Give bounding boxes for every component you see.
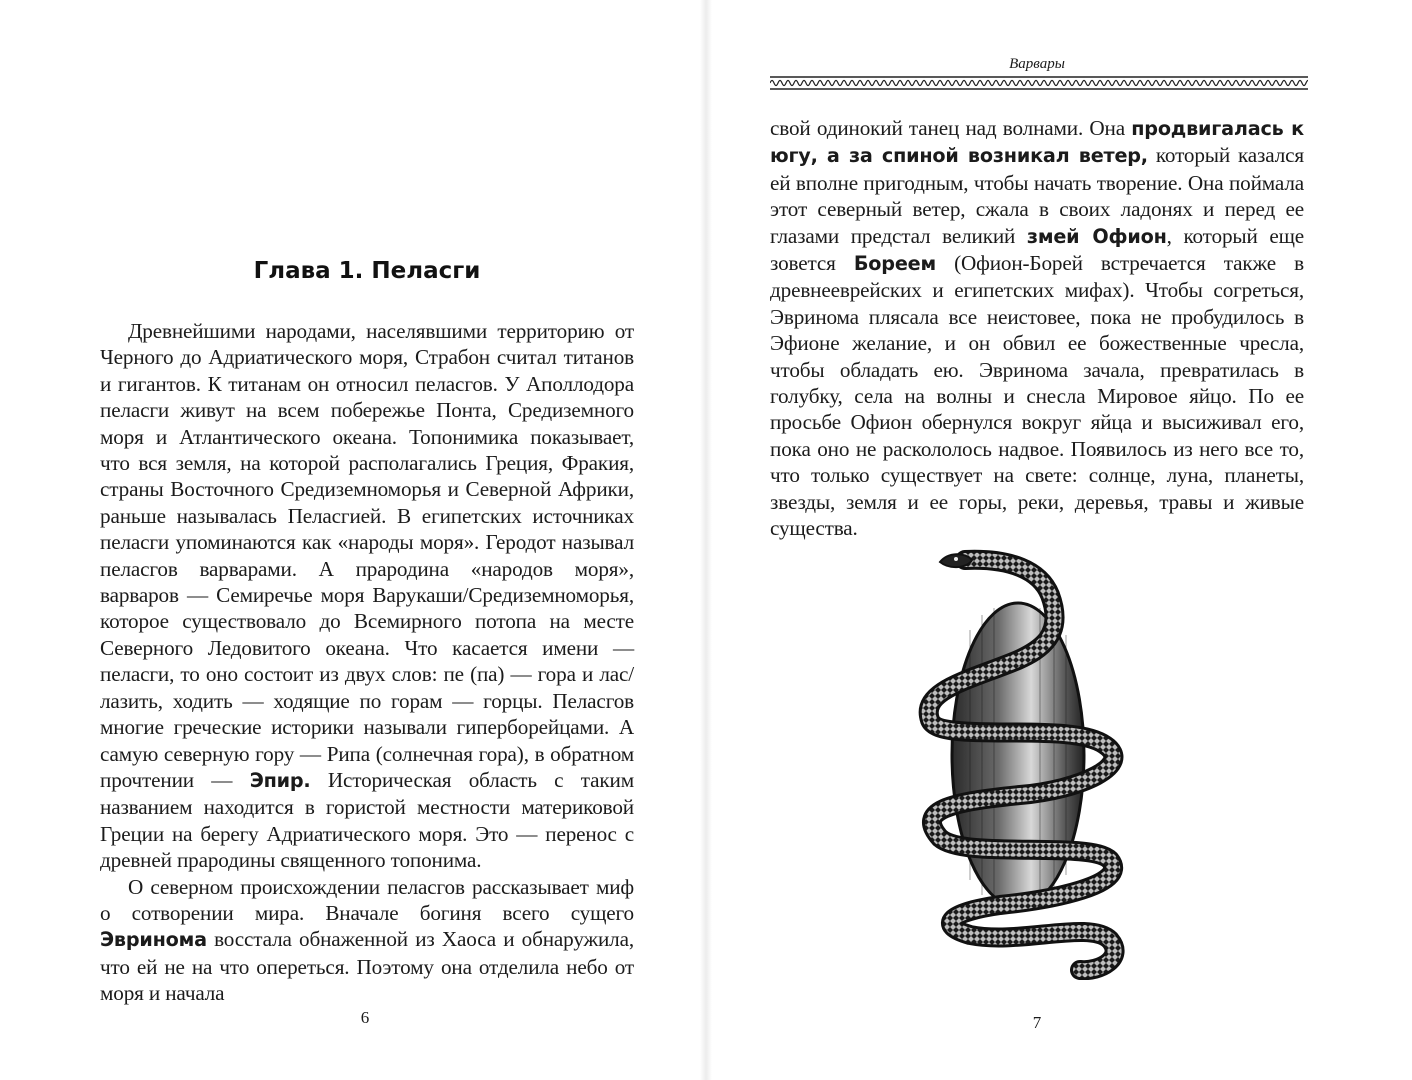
egg [952,603,1084,907]
serpent-egg-illustration [890,540,1190,980]
right-body-text [770,115,1304,542]
paragraph-eurynome: О северном происхождении пеласгов рассказывает миф о сотворении мира. Вначале богиня всего сущего Эвринома восстала обнаженной из Хаоса и обнаружила, что ей не на что опереться. Поэтому она отделила небо от моря и начала [100,874,634,1006]
bold-term-ophion: змей Офион [1026,224,1167,248]
bold-term-boreas: Бореем [853,252,936,276]
page-number-right: 7 [1032,1013,1042,1032]
page-number-left: 6 [360,1008,370,1027]
ornamental-rule [770,74,1308,92]
chapter-title: Глава 1. Пеласги [253,258,481,284]
paragraph-ophion: свой одинокий танец над волнами. Она продвигалась к югу, а за спиной возникал ветер, который казался ей вполне пригодным, чтобы начать творение. Она поймала этот северный ветер, сжала в своих ладонях и перед ее глазами предстал великий змей Офион, который еще зовется Бореем (Офион-Борей встречается также в древнееврейских и египетских мифах). Чтобы согреться, Эвринома плясала все неистовее, пока не пробудилось в Эфионе желание, и он обвил ее божественные чресла, чтобы обладать ею. Эвринома зачала, превратилась в голубку, села на волны и снесла Мировое яйцо. По ее просьбе Офион обернулся вокруг яйца и высиживал его, пока оно не раскололось надвое. Появилось из него все то, что только существует на свете: солнце, луна, планеты, звезды, земля и ее горы, реки, деревья, травы и живые существа. [770,116,1305,541]
bold-term-epir: Эпир. [249,768,311,792]
bold-term-eurynome: Эвринома [100,928,207,952]
left-body-text [100,318,634,1007]
paragraph-apollodorus: Древнейшими народами, населявшими территорию от Черного до Адриатического моря, Страбон считал титанов и гигантов. К титанам он относил пеласгов. У Аполлодора пеласги живут на всем побережье Понта, Средиземного моря и Атлантического океана. Топонимика показывает, что вся земля, на которой располагались Греция, Фракия, страны Восточного Средиземноморья и Северной Африки, раньше называлась Пеласгией. В египетских источниках пеласги упоминаются как «народы моря». Геродот называл пеласгов варварами. А прародина «народов моря», варваров — Семиречье моря Варукаши/Средиземноморья, которое существовало до Всемирного потопа на месте Северного Ледовитого океана. Что касается имени — пеласги, то оно состоит из двух слов: пе (па) — гора и лас/лазить, ходить — ходящие по горам — горцы. Пеласгов многие греческие историки называли гиперборейцами. А самую северную гору — Рипа (солнечная гора), в обратном прочтении — Эпир. Историческая область с таким названием находится в гористой местности материковой Греции на берегу Адриатического моря. Это — перенос с древней прародины священного топонима. [100,319,634,873]
running-head: Варвары [1009,56,1065,72]
book-gutter [700,0,712,1080]
bold-phrase-south-wind: продвигалась к югу, а за спиной возникал ветер, [770,117,1304,168]
